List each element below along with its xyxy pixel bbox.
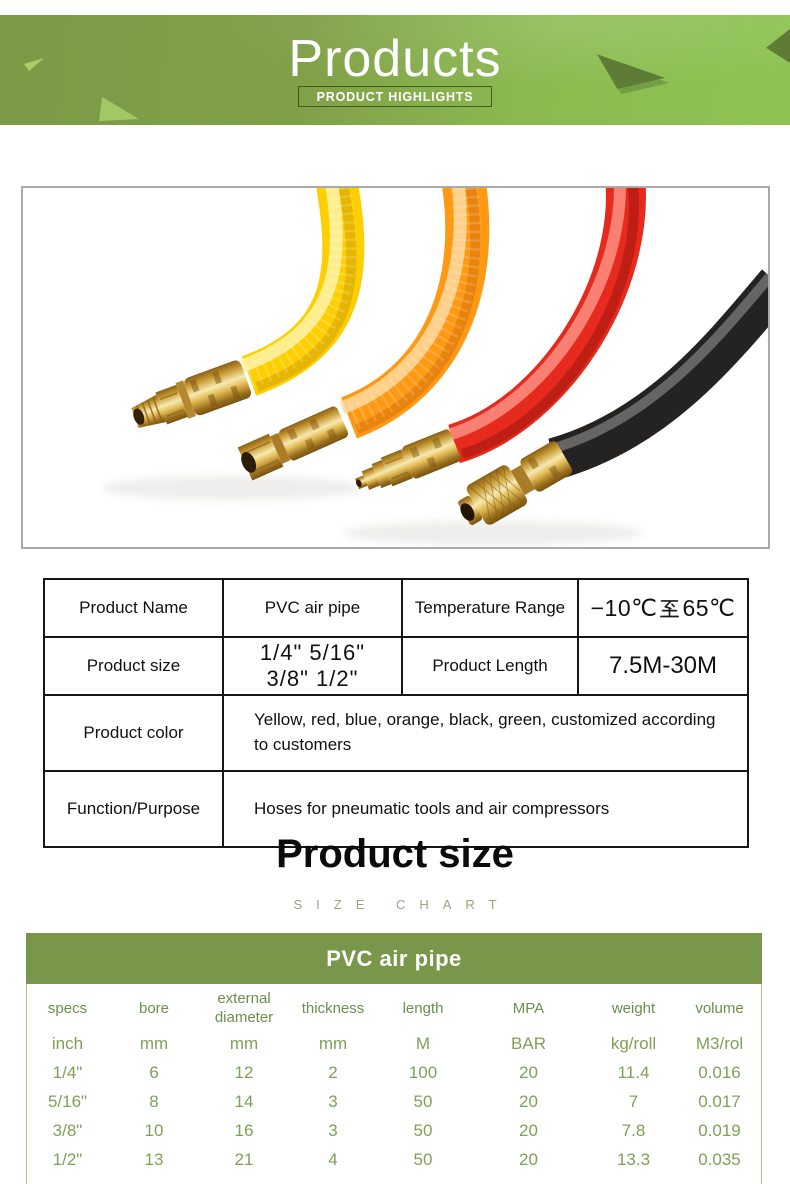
units-row <box>27 1030 761 1058</box>
unit-cell: M <box>415 1034 431 1053</box>
size-chart-title: PVC air pipe <box>326 945 462 971</box>
brass-fitting-plug <box>350 428 462 500</box>
cell: 1/2" <box>52 1149 83 1169</box>
cell: 0.035 <box>698 1149 741 1169</box>
spec-value: 7.5M-30M <box>578 637 748 695</box>
cell: 3 <box>328 1091 338 1111</box>
cell: 14 <box>234 1091 254 1111</box>
temp-before: −10℃ <box>590 594 658 621</box>
spec-table <box>43 578 749 848</box>
column-header: specs <box>47 999 88 1017</box>
hose-yellow <box>242 188 351 387</box>
shadow <box>103 476 363 500</box>
spec-label: Product size <box>44 637 223 695</box>
cell: 21 <box>234 1149 254 1169</box>
cell: 50 <box>413 1091 433 1111</box>
table-row <box>27 1087 761 1116</box>
spec-label: Product Name <box>44 579 223 637</box>
cell: 2 <box>328 1062 338 1082</box>
unit-cell: BAR <box>511 1034 546 1053</box>
shadow <box>343 521 643 545</box>
column-header: weight <box>611 999 656 1017</box>
cell: 16 <box>234 1120 254 1140</box>
table-header-row <box>27 984 761 1030</box>
section-title: Product size <box>276 832 514 876</box>
cell: 7 <box>628 1091 639 1111</box>
unit-cell: inch <box>51 1034 84 1053</box>
spec-label: Temperature Range <box>402 579 578 637</box>
temp-after: 65℃ <box>682 594 736 621</box>
cell: 3 <box>328 1120 338 1140</box>
cell: 4 <box>328 1149 338 1169</box>
product-photo <box>21 186 770 549</box>
table-row <box>27 1145 761 1174</box>
section-subtitle: SIZE CHART <box>293 897 511 912</box>
spec-label: Product Length <box>402 637 578 695</box>
cell: 3/8" <box>52 1120 83 1140</box>
column-header: volume <box>695 999 744 1017</box>
spec-label: Product color <box>44 695 223 771</box>
table-row <box>44 695 748 771</box>
cell: 13.3 <box>616 1149 651 1169</box>
table-row <box>44 579 748 637</box>
decor-triangle-icon <box>99 97 139 121</box>
cell: 20 <box>519 1120 538 1140</box>
cell: 50 <box>413 1120 433 1140</box>
spec-value: PVC air pipe <box>223 579 402 637</box>
product-highlights-badge <box>298 86 492 107</box>
cell: 11.4 <box>617 1062 650 1082</box>
column-header: length <box>402 999 444 1017</box>
size-chart <box>26 933 762 1184</box>
spec-value-temperature <box>578 579 748 637</box>
products-banner <box>0 15 790 125</box>
zhi-character-glyph <box>659 598 680 619</box>
unit-cell: mm <box>139 1034 169 1053</box>
size-line: 3/8" 1/2" <box>266 666 359 691</box>
cell: 100 <box>408 1062 438 1082</box>
table-row <box>27 1058 761 1087</box>
cell: 12 <box>234 1062 254 1082</box>
cell: 10 <box>144 1120 164 1140</box>
size-chart-table <box>27 984 761 1174</box>
spec-value: Yellow, red, blue, orange, black, green, customized according to customers <box>223 695 748 771</box>
badge-label: PRODUCT HIGHLIGHTS <box>316 89 474 104</box>
page-title: Products <box>288 30 502 88</box>
spec-value-sizes <box>223 637 402 695</box>
cell: 8 <box>149 1091 159 1111</box>
column-header: external diameter <box>214 990 274 1026</box>
cell: 1/4" <box>52 1062 83 1082</box>
cell: 13 <box>144 1149 164 1169</box>
cell: 7.8 <box>621 1120 646 1140</box>
brass-fitting-male <box>127 359 253 437</box>
cell: 20 <box>519 1062 538 1082</box>
hoses-illustration <box>23 188 768 547</box>
spec-label: Function/Purpose <box>44 771 223 847</box>
unit-cell: mm <box>229 1034 259 1053</box>
unit-cell: mm <box>318 1034 348 1053</box>
table-row <box>44 637 748 695</box>
cell: 0.019 <box>698 1120 741 1140</box>
size-line: 1/4" 5/16" <box>259 640 366 666</box>
size-chart-body <box>26 984 762 1184</box>
table-row <box>27 1116 761 1145</box>
column-header: MPA <box>512 999 545 1017</box>
cell: 5/16" <box>47 1091 88 1111</box>
size-chart-header <box>26 933 762 984</box>
unit-cell: M3/rol <box>695 1034 744 1053</box>
cell: 0.016 <box>698 1062 741 1082</box>
cell: 50 <box>413 1149 433 1169</box>
column-header: bore <box>138 999 170 1017</box>
cell: 20 <box>519 1091 538 1111</box>
spec-value: Hoses for pneumatic tools and air compressors <box>223 771 748 847</box>
cell: 0.017 <box>698 1091 741 1111</box>
column-header: thickness <box>301 999 365 1017</box>
brass-fitting-female <box>235 404 350 481</box>
cell: 6 <box>149 1062 159 1082</box>
cell: 20 <box>519 1149 538 1169</box>
unit-cell: kg/roll <box>610 1034 657 1053</box>
